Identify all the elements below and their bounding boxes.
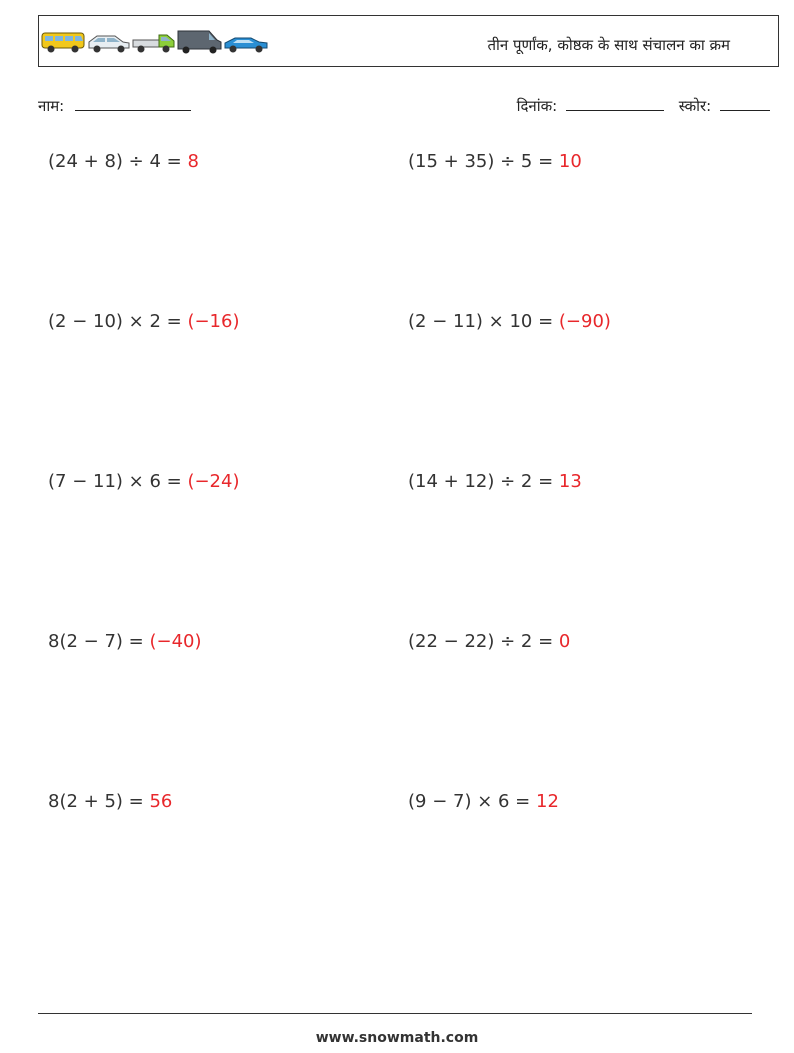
car-icon: [89, 36, 129, 53]
name-blank[interactable]: [75, 95, 191, 111]
problem-expression: 8(2 + 5) =: [48, 791, 144, 812]
date-score-fields: [517, 95, 770, 116]
problem: [48, 471, 239, 492]
problem-answer: (−16): [187, 311, 240, 332]
score-blank[interactable]: [720, 95, 770, 111]
problem: [48, 631, 202, 652]
problem: [48, 311, 239, 332]
problem: [408, 791, 559, 812]
problem-answer: 8: [187, 151, 199, 172]
cargo-van-icon: [178, 31, 221, 54]
problem-expression: (7 − 11) × 6 =: [48, 471, 182, 492]
problem: [408, 151, 582, 172]
problem-answer: 12: [536, 791, 559, 812]
problem: [408, 471, 582, 492]
problem: [48, 791, 172, 812]
problem-answer: 56: [149, 791, 173, 812]
problem: [48, 151, 199, 172]
sports-car-icon: [225, 38, 267, 53]
name-field: [38, 95, 191, 116]
problem-answer: (−90): [558, 311, 611, 332]
footer-website[interactable]: www.snowmath.com: [315, 1030, 479, 1046]
problem: [408, 311, 611, 332]
date-label: दिनांक:: [516, 97, 558, 115]
worksheet-title: तीन पूर्णांक, कोष्ठक के साथ संचालन का क्रम: [487, 36, 730, 54]
problem-expression: (24 + 8) ÷ 4 =: [48, 151, 182, 172]
problem-expression: (2 − 10) × 2 =: [48, 311, 182, 332]
footer-divider: [38, 1013, 752, 1014]
problem-expression: (9 − 7) × 6 =: [408, 791, 531, 812]
vehicle-icons: [41, 28, 271, 54]
problem-answer: 10: [558, 151, 582, 172]
score-label: स्कोर:: [678, 97, 712, 115]
problem-answer: 13: [558, 471, 582, 492]
problem-expression: (15 + 35) ÷ 5 =: [408, 151, 554, 172]
date-blank[interactable]: [566, 95, 664, 111]
problem-expression: (14 + 12) ÷ 2 =: [408, 471, 554, 492]
header-box: [38, 15, 779, 67]
problem-expression: 8(2 − 7) =: [48, 631, 144, 652]
name-label: नाम:: [38, 97, 65, 115]
problem: [408, 631, 570, 652]
problem-answer: (−40): [149, 631, 202, 652]
pickup-truck-icon: [133, 35, 174, 53]
problem-answer: (−24): [187, 471, 240, 492]
van-icon: [42, 33, 84, 53]
problem-expression: (22 − 22) ÷ 2 =: [408, 631, 554, 652]
problem-expression: (2 − 11) × 10 =: [408, 311, 554, 332]
problem-answer: 0: [558, 631, 571, 652]
